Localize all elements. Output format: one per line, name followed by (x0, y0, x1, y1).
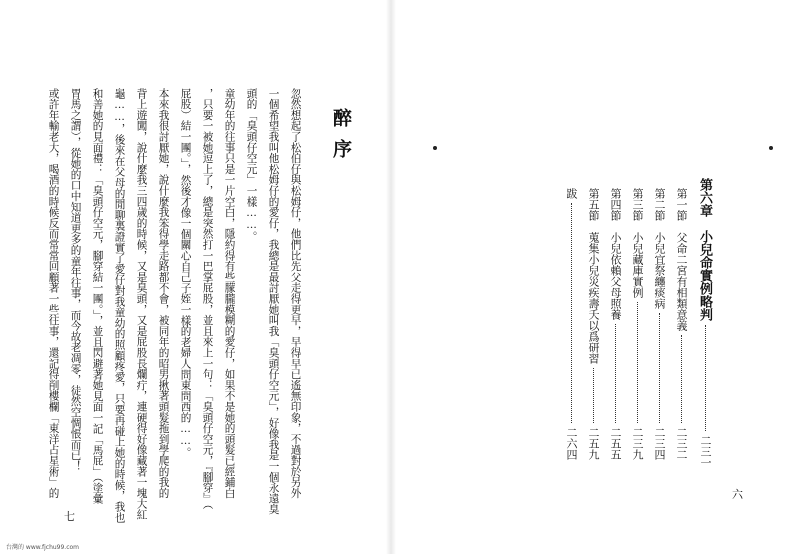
leader-dots (681, 335, 682, 423)
right-page (392, 0, 793, 554)
toc-title: 小兒藏庫實例 (631, 232, 644, 298)
preface-column-11: 胃馬之謂），從她的口中知道更多的童年往事，而今故老凋零，徒然空惆悵而已！ (69, 88, 82, 472)
preface-column-7: 本來我很討厭她，說什麼我笨得學走路都不會，被同年的昭男揪著頭髮拖到學爬的我的 (157, 88, 170, 499)
preface-column-12: 或許年輸老大，喝酒的時候反而常常回顧著一些往事，還記得削樓欄「東洋占星術」的 (47, 88, 60, 499)
toc-page: 二三二 (675, 427, 688, 460)
preface-column-5: ，只要一被她逗上了，總是突然打一巴掌屁股，並且來上一句：「臭頭仔空元，『腳穿』（ (201, 88, 214, 510)
left-page (0, 0, 392, 554)
preface-column-2: 一個希望我叫他松姆仔的愛仔，我總是最討厭她叫我「臭頭仔空元」，好像我是一個永遠臭 (267, 88, 280, 515)
chapter-heading: 第六章 小兒命實例略判 (697, 178, 712, 321)
toc-title: 小兒依賴父母照養 (609, 232, 622, 320)
leader-dots (703, 325, 706, 431)
chapter-heading-row (698, 178, 711, 468)
preface-column-4: 童幼年的往事只是一片空白，隱約得有些朦朧模糊的愛仔，如果不是她的頭髮已經鋪白 (223, 88, 236, 499)
leader-dots (571, 203, 572, 423)
hole-punch-mark (769, 146, 773, 150)
toc-row[interactable] (654, 188, 665, 460)
toc-section: 第三節 (631, 188, 644, 221)
toc-section: 第一節 (675, 188, 688, 221)
toc-page: 二三九 (631, 427, 644, 460)
hole-punch-mark (433, 146, 437, 150)
toc-page: 二三四 (653, 427, 666, 460)
preface-title: 醉序 (330, 108, 352, 170)
preface-column-1: 忽然想起了松伯仔與松姆仔，他們比先父走得更早，早得早已遙無印象，不過對於另外 (289, 88, 302, 499)
chapter-page: 二三一 (699, 435, 712, 468)
toc-title: 小兒宜祭纏痰病 (653, 232, 666, 309)
leader-dots (615, 324, 616, 423)
toc-title: 蒐集小兒災疾壽夭以爲研習 (587, 232, 600, 364)
preface-column-3: 頭的「臭頭仔空元」一樣……。 (245, 88, 258, 242)
toc-row[interactable] (566, 188, 577, 460)
toc-row[interactable] (610, 188, 621, 460)
leader-dots (659, 313, 660, 423)
preface-column-6: 屁股）結一團。」，然後才像一個關心自己子姪一樣的老婦人問東問西的……。 (179, 88, 192, 459)
toc-page: 二五五 (609, 427, 622, 460)
toc-page: 二六四 (565, 427, 578, 460)
toc-row[interactable] (588, 188, 599, 460)
toc-title: 父命二宮有相類意義 (675, 232, 688, 331)
toc-section: 第四節 (609, 188, 622, 221)
toc-section: 跋 (565, 188, 578, 199)
right-page-number: 六 (732, 488, 743, 501)
toc-row[interactable] (676, 188, 687, 460)
preface-column-8: 背上遊闖，說什麼我三四歲的時候，又是臭頭，又是屁股長爛疔，連硬得好像藏著一塊大紅 (135, 88, 148, 520)
leader-dots (637, 302, 638, 423)
source-footer: 台灣的 www.fjchu99.com (6, 544, 80, 551)
preface-column-10: 和善她的見面禮：「臭頭仔空元，腳穿結一團。」，並且閃避著她見面一記「馬屁」（塗彙 (91, 88, 104, 505)
toc-page: 二五九 (587, 427, 600, 460)
toc-section: 第五節 (587, 188, 600, 221)
leader-dots (593, 368, 594, 423)
preface-column-9: 龜……，後來在父母的閒聊裏證實了愛仔對我童幼的照顧疼愛，只要再碰上她的時候，我也 (113, 88, 126, 523)
left-page-number: 七 (64, 510, 75, 523)
toc-section: 第二節 (653, 188, 666, 221)
toc-row[interactable] (632, 188, 643, 460)
